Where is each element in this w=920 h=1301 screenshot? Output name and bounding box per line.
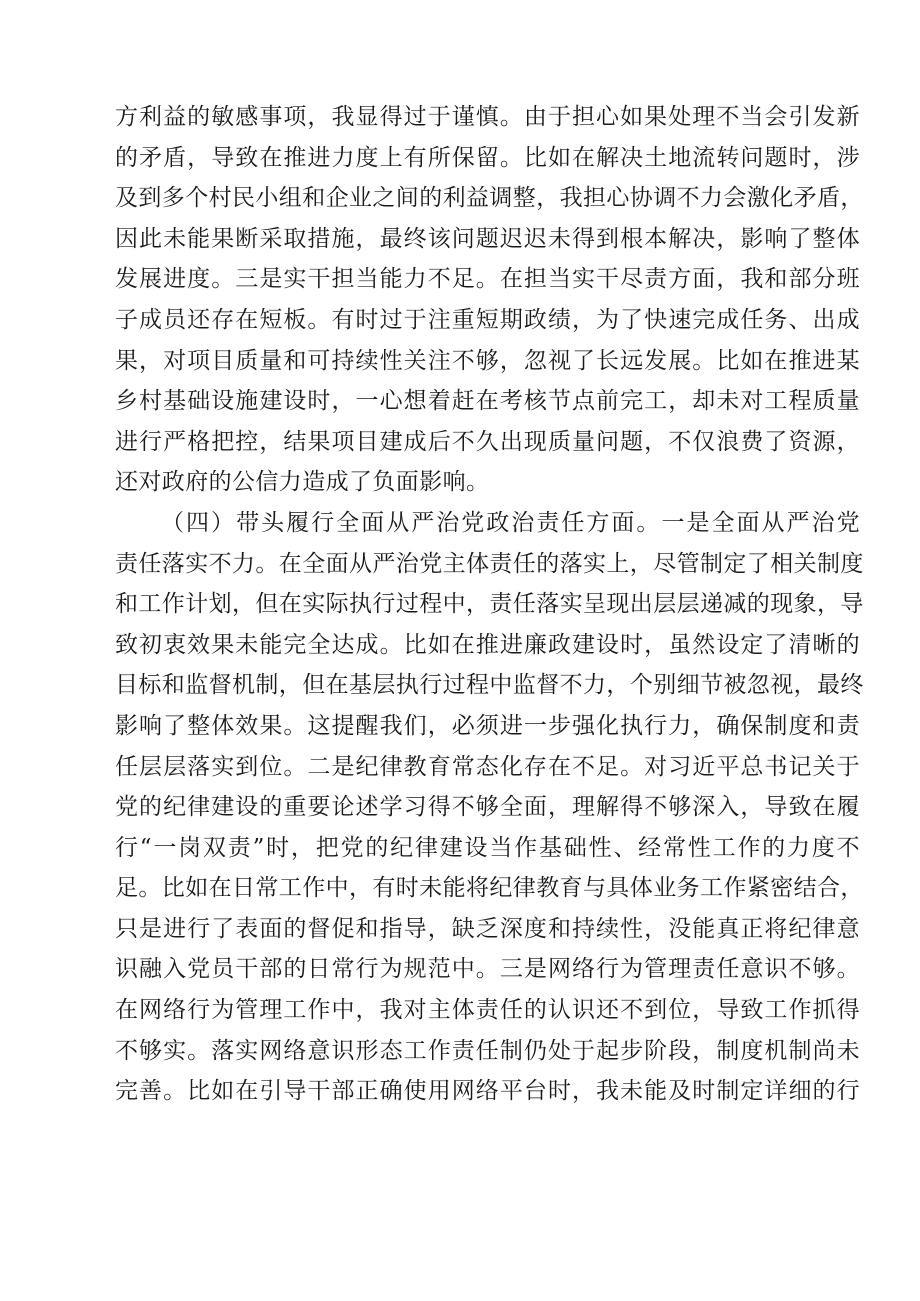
text-line: 党的纪律建设的重要论述学习得不够全面，理解得不够深入，导致在履 [115,794,860,821]
text-line: 及到多个村民小组和企业之间的利益调整，我担心协调不力会激化矛盾， [115,185,864,212]
text-line: 子成员还存在短板。有时过于注重短期政绩，为了快速完成任务、出成 [115,306,860,333]
text-line: 足。比如在日常工作中，有时未能将纪律教育与具体业务工作紧密结合， [115,875,864,902]
text-line: 进行严格把控，结果项目建成后不久出现质量问题，不仅浪费了资源， [115,428,860,455]
text-line: 目标和监督机制，但在基层执行过程中监督不力，个别细节被忽视，最终 [115,672,864,699]
text-line: 只是进行了表面的督促和指导，缺乏深度和持续性，没能真正将纪律意 [115,915,860,942]
text-line: 责任落实不力。在全面从严治党主体责任的落实上，尽管制定了相关制度 [115,550,864,577]
text-line: 还对政府的公信力造成了负面影响。 [115,469,490,496]
text-line: 的矛盾，导致在推进力度上有所保留。比如在解决土地流转问题时，涉 [115,144,860,171]
text-line: 识融入党员干部的日常行为规范中。三是网络行为管理责任意识不够。 [115,956,860,983]
text-line: 行“一岗双责”时，把党的纪律建设当作基础性、经常性工作的力度不 [115,834,860,861]
text-line: 乡村基础设施建设时，一心想着赶在考核节点前完工，却未对工程质量 [115,388,860,415]
text-line: 影响了整体效果。这提醒我们，必须进一步强化执行力，确保制度和责 [115,712,860,739]
text-line: 发展进度。三是实干担当能力不足。在担当实干尽责方面，我和部分班 [115,266,860,293]
paragraph-2 [115,503,864,1112]
text-line: 因此未能果断采取措施，最终该问题迟迟未得到根本解决，影响了整体 [115,225,860,252]
text-line: 致初衷效果未能完全达成。比如在推进廉政建设时，虽然设定了清晰的 [115,631,860,658]
text-line: 在网络行为管理工作中，我对主体责任的认识还不到位，导致工作抓得 [115,997,860,1024]
text-line: 方利益的敏感事项，我显得过于谨慎。由于担心如果处理不当会引发新 [115,104,860,130]
text-line: 不够实。落实网络意识形态工作责任制仍处于起步阶段，制度机制尚未 [115,1037,860,1064]
document-body [115,97,864,1112]
section-heading-line: （四）带头履行全面从严治党政治责任方面。一是全面从严治党 [161,509,860,536]
text-line: 果，对项目质量和可持续性关注不够，忽视了长远发展。比如在推进某 [115,347,860,374]
text-line: 和工作计划，但在实际执行过程中，责任落实呈现出层层递减的现象，导 [115,591,864,618]
text-line: 完善。比如在引导干部正确使用网络平台时，我未能及时制定详细的行 [115,1078,860,1105]
text-line: 任层层落实到位。二是纪律教育常态化存在不足。对习近平总书记关于 [115,753,860,780]
paragraph-1 [115,97,864,503]
